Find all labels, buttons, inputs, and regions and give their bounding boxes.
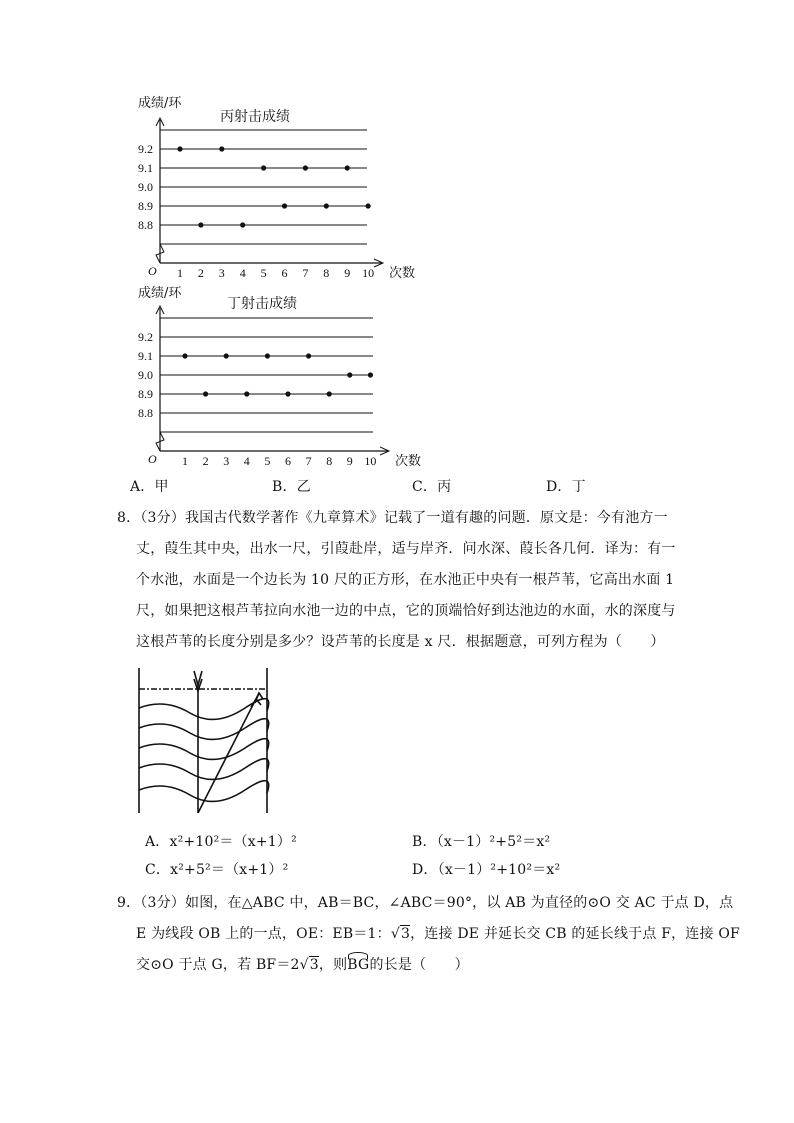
arc-bg: BG: [347, 957, 370, 973]
x-tick-label: 8: [323, 266, 330, 280]
q9-text: 交⊙O 于点 G，若 BF＝2: [136, 957, 300, 973]
x-tick-label: 4: [239, 266, 246, 280]
y-tick-label: 8.8: [138, 406, 153, 420]
q8-text-line: 丈，葭生其中央，出水一尺，引葭赴岸，适与岸齐．问水深、葭长各几何．译为：有一: [136, 541, 676, 557]
x-tick-label: 10: [362, 266, 375, 280]
chart-title: 丙射击成绩: [220, 109, 290, 125]
data-point: [198, 222, 203, 227]
y-tick-label: 9.2: [138, 142, 153, 156]
q9-text: ，连接 DE 并延长交 CB 的延长线于点 F，连接 OF: [410, 926, 740, 942]
x-tick-label: 2: [197, 266, 204, 280]
q9-text-line: [136, 955, 469, 975]
origin-label: O: [148, 452, 157, 466]
data-point: [303, 165, 308, 170]
data-point: [177, 146, 182, 151]
q8-text-line: 8．（3分）我国古代数学著作《九章算术》记载了一道有趣的问题．原文是：今有池方一: [117, 510, 668, 526]
data-point: [306, 353, 311, 358]
data-point: [182, 353, 187, 358]
data-point: [244, 391, 249, 396]
q7-option-a[interactable]: A．甲: [130, 479, 169, 495]
sqrt-value: 3: [309, 957, 319, 973]
y-axis-label: 成绩/环: [138, 96, 182, 111]
x-tick-label: 5: [260, 266, 267, 280]
y-axis-label: 成绩/环: [138, 286, 182, 301]
q7-option-c[interactable]: C．丙: [412, 479, 452, 495]
data-point: [240, 222, 245, 227]
x-tick-label: 3: [223, 454, 230, 468]
data-point: [285, 391, 290, 396]
x-tick-label: 6: [285, 454, 291, 468]
q9-text-line: 9．（3分）如图，在△ABC 中，AB＝BC，∠ABC＝90°，以 AB 为直径的⊙O 交 AC 于点 D，点: [117, 895, 734, 911]
data-point: [324, 203, 329, 208]
x-tick-label: 7: [302, 266, 309, 280]
q9-text: ，则: [318, 957, 348, 973]
y-tick-label: 9.1: [138, 161, 153, 175]
q8-text-line: 个水池，水面是一个边长为 10 尺的正方形，在水池正中央有一根芦苇，它高出水面 1: [136, 572, 675, 588]
data-point: [203, 391, 208, 396]
x-tick-label: 9: [346, 454, 353, 468]
data-point: [219, 146, 224, 151]
data-point: [282, 203, 287, 208]
sqrt-symbol: √3: [299, 957, 319, 973]
x-axis-label: 次数: [389, 266, 416, 280]
x-tick-label: 5: [264, 454, 271, 468]
data-point: [261, 165, 266, 170]
data-point: [224, 353, 229, 358]
x-tick-label: 8: [326, 454, 333, 468]
chart-ding-scores: [130, 280, 430, 480]
q8-option-a[interactable]: A．x²+10²＝（x+1）²: [145, 834, 297, 850]
chart-title: 丁射击成绩: [227, 296, 297, 312]
y-tick-label: 8.9: [138, 199, 153, 213]
q8-option-b[interactable]: B．（x－1）²+5²＝x²: [412, 834, 551, 850]
y-tick-label: 9.1: [138, 349, 153, 363]
sqrt-symbol: √3: [390, 926, 411, 942]
y-tick-label: 9.2: [138, 330, 153, 344]
chart-bing-scores: [130, 90, 430, 280]
x-tick-label: 10: [364, 454, 377, 468]
x-tick-label: 1: [177, 266, 183, 280]
y-tick-label: 9.0: [138, 180, 153, 194]
data-point: [366, 203, 371, 208]
x-tick-label: 2: [202, 454, 209, 468]
data-point: [347, 372, 352, 377]
x-axis-label: 次数: [395, 454, 422, 469]
q9-text: 的长是（ ）: [369, 957, 469, 973]
origin-label: O: [148, 264, 157, 278]
x-tick-label: 1: [182, 454, 188, 468]
x-tick-label: 7: [305, 454, 312, 468]
q8-option-d[interactable]: D．（x－1）²+10²＝x²: [412, 862, 561, 878]
q8-text-line: 这根芦苇的长度分别是多少？设芦苇的长度是 x 尺．根据题意，可列方程为（ ）: [136, 634, 665, 650]
data-point: [265, 353, 270, 358]
data-point: [327, 391, 332, 396]
x-tick-label: 6: [281, 266, 288, 280]
q7-option-b[interactable]: B．乙: [272, 479, 311, 495]
data-point: [345, 165, 350, 170]
q9-text: E 为线段 OB 上的一点，OE：EB＝1：: [136, 926, 391, 942]
sqrt-value: 3: [400, 926, 411, 942]
data-point: [368, 372, 373, 377]
x-tick-label: 3: [218, 266, 225, 280]
q8-text-line: 尺，如果把这根芦苇拉向水池一边的中点，它的顶端恰好到达池边的水面，水的深度与: [136, 603, 676, 619]
q8-option-c[interactable]: C．x²+5²＝（x+1）²: [145, 862, 289, 878]
y-tick-label: 9.0: [138, 368, 153, 382]
y-tick-label: 8.8: [138, 218, 153, 232]
y-tick-label: 8.9: [138, 387, 153, 401]
reed-pond-figure: [135, 663, 275, 815]
x-tick-label: 4: [243, 454, 250, 468]
q7-option-d[interactable]: D．丁: [546, 479, 586, 495]
q9-text-line: [136, 924, 740, 944]
x-tick-label: 9: [344, 266, 351, 280]
